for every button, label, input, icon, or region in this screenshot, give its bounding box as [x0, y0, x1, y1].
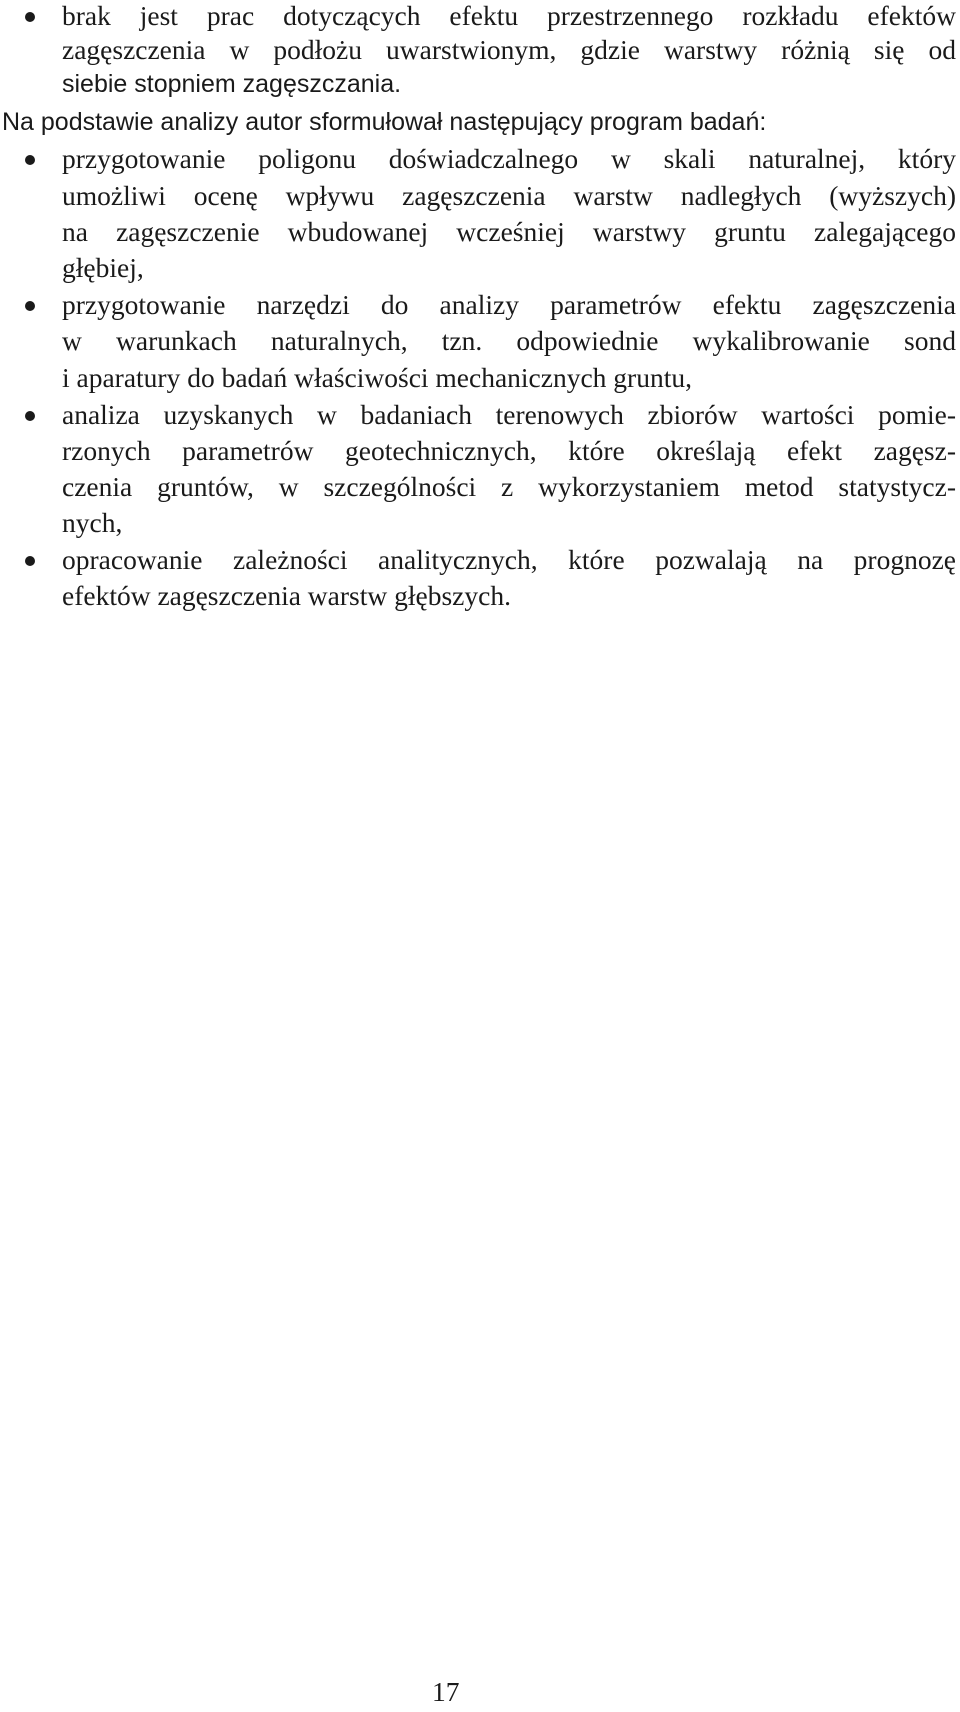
bullet-4-line-1: analiza uzyskanych w badaniach terenowych zbiorów wartości pomie- — [62, 399, 956, 430]
bullet-1-line-3: siebie stopniem zagęszczania. — [62, 70, 402, 98]
bullet-1-line-1: brak jest prac dotyczących efektu przestrzennego rozkładu efektów — [62, 0, 956, 31]
intro-paragraph: Na podstawie analizy autor sformułował następujący program badań: — [2, 108, 767, 136]
bullet-2-line-1: przygotowanie poligonu doświadczalnego w skali naturalnej, który — [62, 143, 956, 174]
bullet-2-line-2: umożliwi ocenę wpływu zagęszczenia warstw nadległych (wyższych) — [62, 180, 956, 211]
bullet-4-line-3: czenia gruntów, w szczególności z wykorzystaniem metod statystycz- — [62, 471, 956, 502]
bullet-4-dot — [25, 411, 35, 421]
bullet-2-line-4: głębiej, — [62, 252, 144, 283]
bullet-3-line-2: w warunkach naturalnych, tzn. odpowiednie wykalibrowanie sond — [62, 325, 956, 356]
bullet-1-dot — [25, 12, 35, 22]
bullet-3-line-1: przygotowanie narzędzi do analizy parametrów efektu zagęszczenia — [62, 289, 956, 320]
bullet-2-dot — [25, 155, 35, 165]
bullet-3-line-3: i aparatury do badań właściwości mechanicznych gruntu, — [62, 362, 692, 393]
bullet-1-line-2: zagęszczenia w podłożu uwarstwionym, gdzie warstwy różnią się od — [62, 34, 956, 65]
bullet-3-dot — [25, 301, 35, 311]
bullet-2-line-3: na zagęszczenie wbudowanej wcześniej warstwy gruntu zalegającego — [62, 216, 956, 247]
bullet-5-dot — [25, 556, 35, 566]
bullet-4-line-2: rzonych parametrów geotechnicznych, które określają efekt zagęsz- — [62, 435, 956, 466]
bullet-5-line-1: opracowanie zależności analitycznych, które pozwalają na prognozę — [62, 544, 956, 575]
page-number: 17 — [432, 1676, 460, 1707]
bullet-5-line-2: efektów zagęszczenia warstw głębszych. — [62, 580, 511, 611]
bullet-4-line-4: nych, — [62, 507, 123, 538]
